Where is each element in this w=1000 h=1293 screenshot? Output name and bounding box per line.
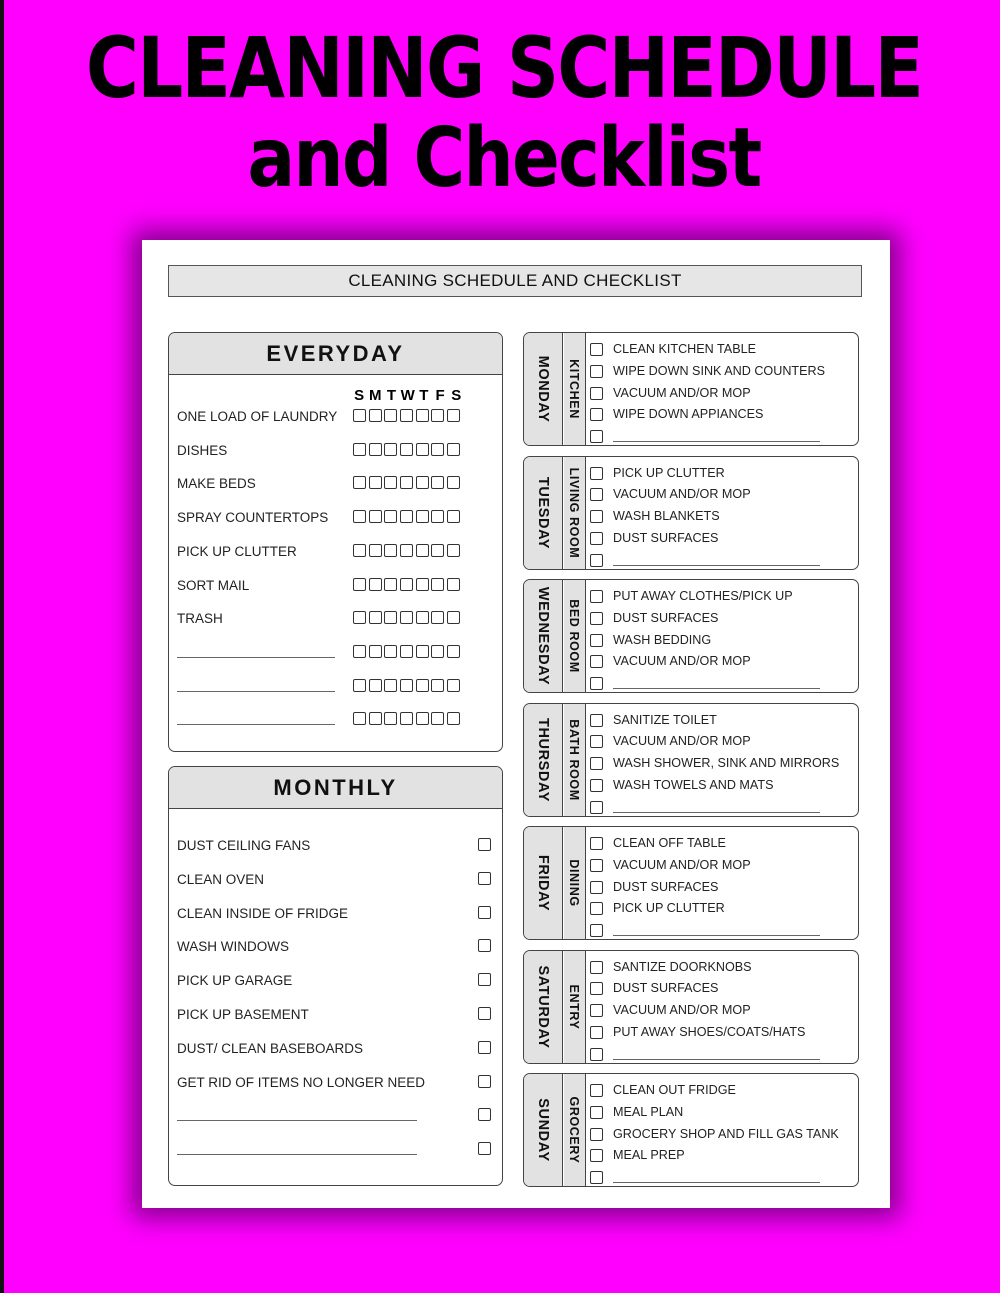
checkbox[interactable] [590, 408, 603, 421]
room-task-label: WIPE DOWN APPIANCES [613, 407, 764, 422]
everyday-panel [168, 332, 503, 752]
everyday-task-row [177, 508, 497, 528]
checkbox[interactable] [384, 544, 397, 557]
checkbox[interactable] [353, 510, 366, 523]
checkbox[interactable] [431, 510, 444, 523]
checkbox[interactable] [447, 544, 460, 557]
room-task-label: WASH BEDDING [613, 632, 712, 647]
monthly-heading: MONTHLY [169, 767, 502, 809]
checkbox[interactable] [384, 712, 397, 725]
room-task-label: DUST SURFACES [613, 530, 719, 545]
weekday-header [351, 387, 464, 404]
day-block-monday [523, 332, 859, 446]
monthly-task-row [177, 1106, 497, 1126]
room-task-label: DUST SURFACES [613, 879, 719, 894]
checkbox[interactable] [384, 679, 397, 692]
everyday-task-label: MAKE BEDS [177, 476, 256, 492]
checkbox[interactable] [590, 1149, 603, 1162]
checkbox[interactable] [416, 712, 429, 725]
day-block-thursday [523, 703, 859, 817]
checkbox[interactable] [369, 544, 382, 557]
room-task-label: GROCERY SHOP AND FILL GAS TANK [613, 1126, 839, 1141]
checkbox[interactable] [416, 611, 429, 624]
room-label-column [564, 457, 586, 569]
checkbox[interactable] [400, 544, 413, 557]
checkbox[interactable] [590, 1084, 603, 1097]
monthly-task-label: CLEAN OVEN [177, 871, 265, 887]
checkbox[interactable] [400, 476, 413, 489]
checkbox[interactable] [478, 973, 491, 986]
checkbox[interactable] [353, 611, 366, 624]
day-name: WEDNESDAY [535, 586, 551, 686]
blank-line [177, 691, 335, 692]
room-task-label: PICK UP CLUTTER [613, 901, 725, 916]
day-block-friday [523, 826, 859, 940]
room-task-label: WASH BLANKETS [613, 509, 720, 524]
room-name: GROCERY [567, 1096, 581, 1164]
day-name: FRIDAY [535, 854, 551, 912]
checkbox[interactable] [353, 578, 366, 591]
day-checkboxes [353, 510, 463, 528]
checkbox[interactable] [590, 1171, 603, 1184]
room-label-column [564, 951, 586, 1063]
room-label-column [564, 1074, 586, 1186]
checkbox[interactable] [384, 645, 397, 658]
day-block-sunday [523, 1073, 859, 1187]
monthly-task-row [177, 1073, 497, 1093]
room-task-label: CLEAN KITCHEN TABLE [613, 342, 757, 356]
checkbox[interactable] [478, 1142, 491, 1155]
monthly-task-label: WASH WINDOWS [177, 939, 289, 955]
checkbox[interactable] [478, 939, 491, 952]
room-name: BED ROOM [567, 599, 581, 673]
everyday-task-label: SORT MAIL [177, 577, 250, 593]
monthly-task-label: DUST/ CLEAN BASEBOARDS [177, 1040, 364, 1056]
checkbox[interactable] [590, 757, 603, 770]
blank-line [177, 1154, 417, 1155]
day-label-column [524, 333, 563, 445]
checkbox[interactable] [384, 578, 397, 591]
everyday-task-row [177, 609, 497, 629]
monthly-task-row [177, 836, 497, 856]
room-task-label: SANITIZE TOILET [613, 712, 717, 727]
checkbox[interactable] [384, 443, 397, 456]
checkbox[interactable] [369, 578, 382, 591]
checkbox[interactable] [590, 1048, 603, 1061]
checkbox[interactable] [478, 1007, 491, 1020]
checkbox[interactable] [400, 510, 413, 523]
room-label-column [564, 827, 586, 939]
checkbox[interactable] [590, 590, 603, 603]
blank-line [613, 441, 820, 442]
checkbox[interactable] [478, 838, 491, 851]
checkbox[interactable] [478, 1075, 491, 1088]
everyday-task-label: DISHES [177, 442, 228, 458]
day-checkboxes [353, 679, 463, 697]
monthly-task-label: GET RID OF ITEMS NO LONGER NEED [177, 1074, 426, 1090]
checkbox[interactable] [369, 443, 382, 456]
everyday-task-row [177, 576, 497, 596]
checkbox[interactable] [590, 365, 603, 378]
checkbox[interactable] [590, 343, 603, 356]
blank-line [613, 812, 820, 813]
checkbox[interactable] [431, 712, 444, 725]
checkbox[interactable] [353, 679, 366, 692]
checklist-sheet [142, 240, 890, 1208]
checkbox[interactable] [400, 443, 413, 456]
checkbox[interactable] [369, 510, 382, 523]
checkbox[interactable] [590, 1004, 603, 1017]
checkbox[interactable] [416, 510, 429, 523]
day-name: TUESDAY [535, 476, 551, 549]
checkbox[interactable] [590, 1128, 603, 1141]
checkbox[interactable] [353, 476, 366, 489]
day-name: SUNDAY [535, 1098, 551, 1162]
checkbox[interactable] [590, 982, 603, 995]
room-label-column [564, 704, 586, 816]
day-label-column [524, 951, 563, 1063]
checkbox[interactable] [590, 510, 603, 523]
monthly-task-row [177, 1005, 497, 1025]
checkbox[interactable] [384, 476, 397, 489]
cover-title-line1: CLEANING SCHEDULE [85, 19, 923, 117]
monthly-task-label: CLEAN INSIDE OF FRIDGE [177, 905, 349, 921]
checkbox[interactable] [431, 645, 444, 658]
checkbox[interactable] [590, 532, 603, 545]
weekday-letter: W [400, 387, 415, 404]
checkbox[interactable] [590, 714, 603, 727]
blank-line [177, 1120, 417, 1121]
day-checkboxes [353, 544, 463, 562]
day-checkboxes [353, 443, 463, 461]
day-block-tuesday [523, 456, 859, 570]
checkbox[interactable] [447, 409, 460, 422]
checkbox[interactable] [590, 961, 603, 974]
day-name: MONDAY [535, 355, 551, 423]
room-task-label: PICK UP CLUTTER [613, 465, 725, 480]
day-name: SATURDAY [535, 965, 551, 1048]
blank-line [613, 688, 820, 689]
day-name: THURSDAY [535, 717, 551, 802]
blank-line [177, 724, 335, 725]
checkbox[interactable] [447, 510, 460, 523]
checkbox[interactable] [447, 578, 460, 591]
checkbox[interactable] [416, 409, 429, 422]
checkbox[interactable] [400, 578, 413, 591]
day-label-column [524, 580, 563, 692]
sheet-title: CLEANING SCHEDULE AND CHECKLIST [168, 265, 862, 297]
weekday-letter: T [386, 387, 397, 404]
room-task-label: DUST SURFACES [613, 981, 719, 996]
everyday-task-label: ONE LOAD OF LAUNDRY [177, 409, 338, 424]
checkbox[interactable] [590, 677, 603, 690]
room-task-label: DUST SURFACES [613, 610, 719, 625]
checkbox[interactable] [447, 476, 460, 489]
checkbox[interactable] [369, 476, 382, 489]
checkbox[interactable] [369, 409, 382, 422]
checkbox[interactable] [590, 488, 603, 501]
checkbox[interactable] [590, 1106, 603, 1119]
checkbox[interactable] [590, 837, 603, 850]
day-block-wednesday [523, 579, 859, 693]
room-task-label: WASH TOWELS AND MATS [613, 777, 774, 792]
monthly-task-row [177, 870, 497, 890]
room-task-label: VACUUM AND/OR MOP [613, 385, 751, 400]
room-task-label: MEAL PREP [613, 1148, 685, 1163]
checkbox[interactable] [590, 859, 603, 872]
room-name: LIVING ROOM [567, 467, 581, 558]
room-task-label: MEAL PLAN [613, 1104, 684, 1119]
checkbox[interactable] [431, 544, 444, 557]
checkbox[interactable] [400, 679, 413, 692]
room-task-label: WASH SHOWER, SINK AND MIRRORS [613, 756, 840, 771]
everyday-task-row [177, 677, 497, 697]
room-task-label: PUT AWAY SHOES/COATS/HATS [613, 1024, 806, 1039]
checkbox[interactable] [353, 645, 366, 658]
checkbox[interactable] [478, 872, 491, 885]
weekday-letter: S [354, 387, 365, 404]
checkbox[interactable] [353, 544, 366, 557]
checkbox[interactable] [590, 655, 603, 668]
checkbox[interactable] [384, 611, 397, 624]
day-label-column [524, 457, 563, 569]
checkbox[interactable] [416, 578, 429, 591]
checkbox[interactable] [447, 443, 460, 456]
monthly-task-row [177, 937, 497, 957]
everyday-task-label: SPRAY COUNTERTOPS [177, 510, 329, 526]
checkbox[interactable] [431, 611, 444, 624]
everyday-heading: EVERYDAY [169, 333, 502, 375]
room-task-label: CLEAN OUT FRIDGE [613, 1083, 736, 1097]
checkbox[interactable] [353, 712, 366, 725]
cover-title-line2: and Checklist [247, 111, 761, 206]
room-task-label: SANTIZE DOORKNOBS [613, 959, 752, 974]
checkbox[interactable] [369, 679, 382, 692]
day-label-column [524, 1074, 563, 1186]
checkbox[interactable] [400, 712, 413, 725]
checkbox[interactable] [590, 612, 603, 625]
room-label-column [564, 333, 586, 445]
room-task-label: VACUUM AND/OR MOP [613, 487, 751, 502]
weekday-letter: S [451, 387, 462, 404]
day-label-column [524, 704, 563, 816]
checkbox[interactable] [478, 906, 491, 919]
weekday-letter: T [419, 387, 429, 404]
day-checkboxes [353, 712, 463, 730]
monthly-task-row [177, 1039, 497, 1059]
room-name: ENTRY [567, 984, 581, 1029]
room-task-label: VACUUM AND/OR MOP [613, 734, 751, 749]
room-task-label: VACUUM AND/OR MOP [613, 857, 751, 872]
monthly-task-label: DUST CEILING FANS [177, 838, 311, 853]
checkbox[interactable] [416, 443, 429, 456]
room-label-column [564, 580, 586, 692]
checkbox[interactable] [353, 443, 366, 456]
checkbox[interactable] [369, 712, 382, 725]
checkbox[interactable] [590, 924, 603, 937]
everyday-task-row [177, 542, 497, 562]
room-task-label: VACUUM AND/OR MOP [613, 654, 751, 669]
everyday-task-row [177, 643, 497, 663]
checkbox[interactable] [400, 645, 413, 658]
everyday-task-row [177, 407, 497, 427]
room-task-label: CLEAN OFF TABLE [613, 836, 726, 850]
checkbox[interactable] [416, 544, 429, 557]
everyday-task-label: TRASH [177, 611, 223, 627]
everyday-task-row [177, 474, 497, 494]
blank-line [177, 657, 335, 658]
checkbox[interactable] [369, 645, 382, 658]
checkbox[interactable] [416, 679, 429, 692]
checkbox[interactable] [384, 510, 397, 523]
room-task-label: WIPE DOWN SINK AND COUNTERS [613, 363, 826, 378]
weekday-letter: M [369, 387, 382, 404]
checkbox[interactable] [590, 634, 603, 647]
checkbox[interactable] [416, 645, 429, 658]
monthly-task-row [177, 904, 497, 924]
blank-line [613, 565, 820, 566]
checkbox[interactable] [590, 467, 603, 480]
monthly-task-row [177, 971, 497, 991]
checkbox[interactable] [447, 645, 460, 658]
checkbox[interactable] [590, 801, 603, 814]
checkbox[interactable] [590, 902, 603, 915]
room-name: KITCHEN [567, 359, 581, 419]
checkbox[interactable] [447, 679, 460, 692]
monthly-task-row [177, 1140, 497, 1160]
monthly-task-label: PICK UP GARAGE [177, 973, 293, 989]
checkbox[interactable] [590, 430, 603, 443]
checkbox[interactable] [590, 387, 603, 400]
day-block-saturday [523, 950, 859, 1064]
checkbox[interactable] [431, 578, 444, 591]
checkbox[interactable] [590, 779, 603, 792]
blank-line [613, 1059, 820, 1060]
day-checkboxes [353, 578, 463, 596]
checkbox[interactable] [478, 1108, 491, 1121]
blank-line [613, 1182, 820, 1183]
day-checkboxes [353, 476, 463, 494]
checkbox[interactable] [353, 409, 366, 422]
checkbox[interactable] [431, 679, 444, 692]
room-name: DINING [567, 859, 581, 907]
monthly-task-label: PICK UP BASEMENT [177, 1007, 309, 1022]
checkbox[interactable] [447, 712, 460, 725]
room-name: BATH ROOM [567, 718, 581, 801]
checkbox[interactable] [384, 409, 397, 422]
everyday-task-row [177, 710, 497, 730]
checkbox[interactable] [369, 611, 382, 624]
day-checkboxes [353, 645, 463, 663]
checkbox[interactable] [590, 881, 603, 894]
everyday-task-row [177, 441, 497, 461]
room-task-label: PUT AWAY CLOTHES/PICK UP [613, 589, 793, 603]
everyday-task-label: PICK UP CLUTTER [177, 543, 297, 559]
weekday-letter: F [435, 387, 445, 404]
checkbox[interactable] [590, 735, 603, 748]
checkbox[interactable] [400, 409, 413, 422]
checkbox[interactable] [590, 554, 603, 567]
monthly-panel [168, 766, 503, 1186]
day-checkboxes [353, 611, 463, 629]
checkbox[interactable] [431, 476, 444, 489]
checkbox[interactable] [447, 611, 460, 624]
day-checkboxes [353, 409, 463, 427]
blank-line [613, 935, 820, 936]
checkbox[interactable] [478, 1041, 491, 1054]
checkbox[interactable] [400, 611, 413, 624]
room-task-label: VACUUM AND/OR MOP [613, 1003, 751, 1018]
checkbox[interactable] [431, 443, 444, 456]
checkbox[interactable] [416, 476, 429, 489]
day-label-column [524, 827, 563, 939]
checkbox[interactable] [590, 1026, 603, 1039]
checkbox[interactable] [431, 409, 444, 422]
